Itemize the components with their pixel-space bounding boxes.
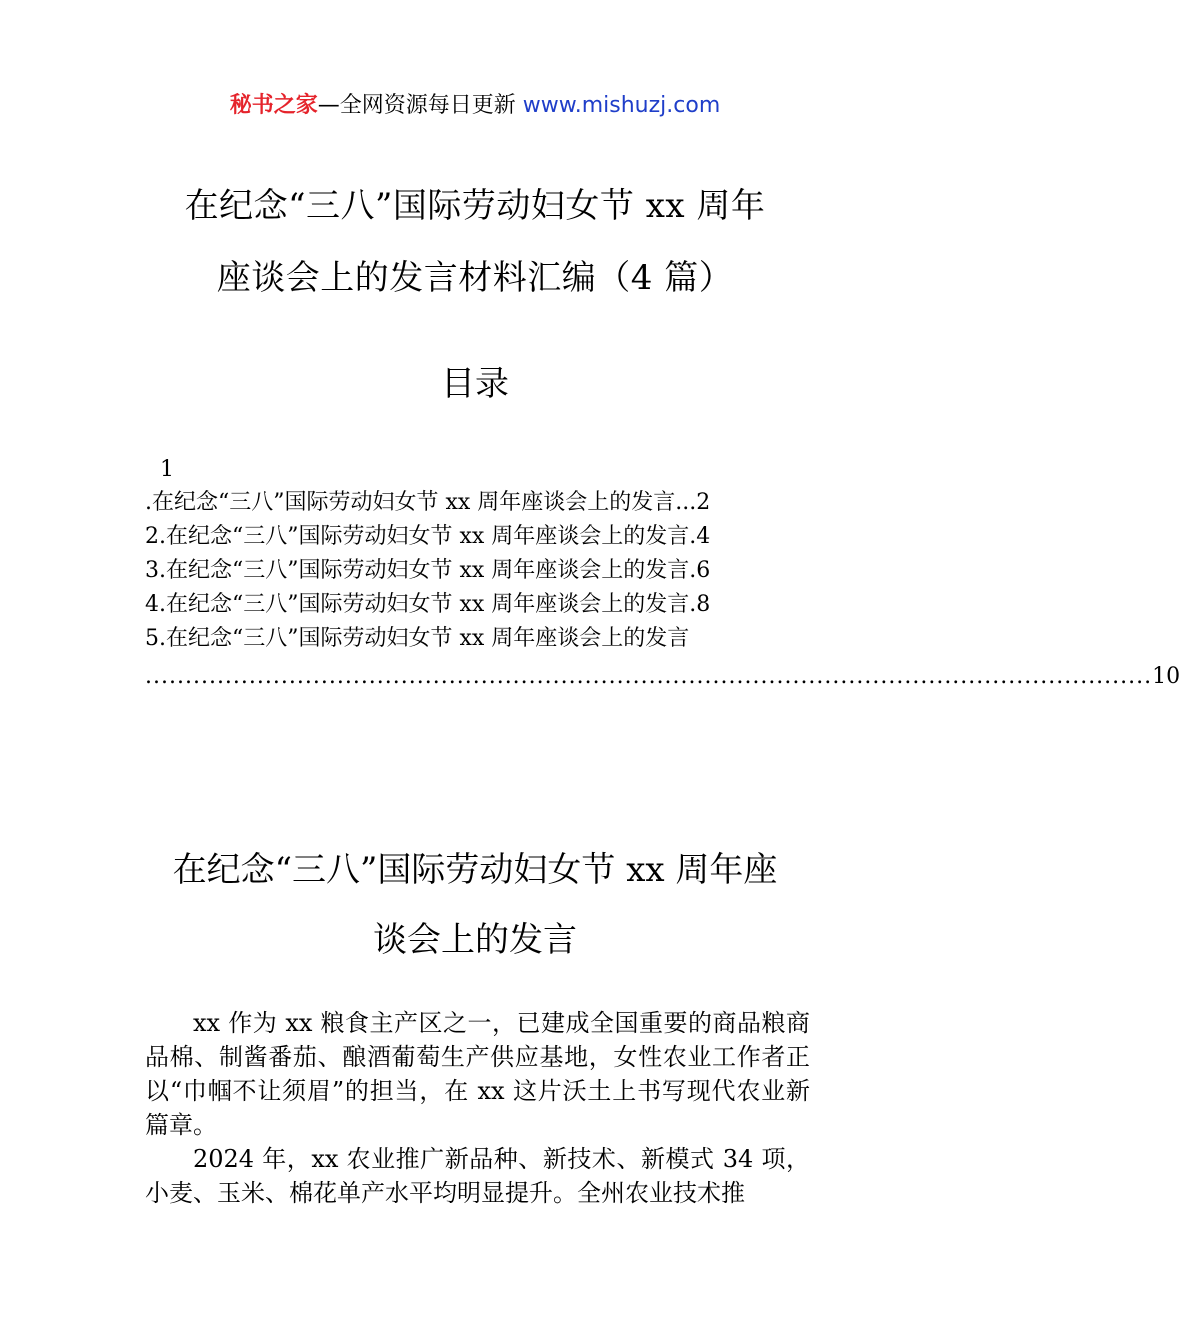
body-paragraph: xx 作为 xx 粮食主产区之一，已建成全国重要的商品粮商品棉、制酱番茄、酿酒葡萄生产供应基地，女性农业工作者正以“巾帼不让须眉”的担当，在 xx 这片沃土上书写现代农业新篇章。 (145, 1009, 810, 1139)
toc-item[interactable] (145, 486, 810, 520)
toc-item[interactable] (145, 520, 810, 554)
toc-item-dots: . (689, 524, 697, 549)
table-of-contents (145, 486, 810, 656)
toc-item-dots: ... (675, 490, 697, 515)
toc-item[interactable] (145, 588, 810, 622)
body-paragraph: 2024 年，xx 农业推广新品种、新技术、新模式 34 项，小麦、玉米、棉花单产水平均明显提升。全州农业技术推 (145, 1145, 810, 1207)
toc-item-page: 6 (696, 558, 711, 583)
header-tagline: —全网资源每日更新 (317, 93, 516, 118)
toc-item-dots: . (689, 592, 697, 617)
section-title-line-1: 在纪念“三八”国际劳动妇女节 xx 周年座 (172, 850, 778, 890)
brand-name: 秘书之家 (229, 93, 318, 118)
toc-heading: 目录 (441, 364, 509, 404)
section-title-line-2: 谈会上的发言 (373, 920, 577, 960)
toc-item-label: .在纪念“三八”国际劳动妇女节 xx 周年座谈会上的发言 (145, 490, 676, 515)
toc-item-page: 2 (696, 490, 711, 515)
document-title-line-1: 在纪念“三八”国际劳动妇女节 xx 周年 (184, 186, 766, 226)
site-url-link[interactable]: www.mishuzj.com (522, 93, 721, 118)
toc-item-number: 1 (160, 457, 174, 482)
toc-leader-line (145, 662, 1180, 692)
toc-item-label: 4.在纪念“三八”国际劳动妇女节 xx 周年座谈会上的发言 (145, 592, 690, 617)
section-body (145, 1006, 810, 1210)
toc-leader-dots: .............................................................................................................................. (145, 664, 1153, 689)
toc-item-label: 3.在纪念“三八”国际劳动妇女节 xx 周年座谈会上的发言 (145, 558, 690, 583)
site-header (0, 88, 950, 119)
toc-item-dots: . (689, 558, 697, 583)
toc-item-page: 8 (696, 592, 711, 617)
toc-item[interactable] (145, 554, 810, 588)
toc-item-page: 10 (1152, 664, 1180, 689)
toc-item-label: 5.在纪念“三八”国际劳动妇女节 xx 周年座谈会上的发言 (145, 626, 690, 651)
toc-item[interactable] (145, 622, 810, 656)
toc-item-label: 2.在纪念“三八”国际劳动妇女节 xx 周年座谈会上的发言 (145, 524, 690, 549)
document-title-line-2: 座谈会上的发言材料汇编（4 篇） (216, 258, 734, 298)
toc-item-page: 4 (696, 524, 711, 549)
